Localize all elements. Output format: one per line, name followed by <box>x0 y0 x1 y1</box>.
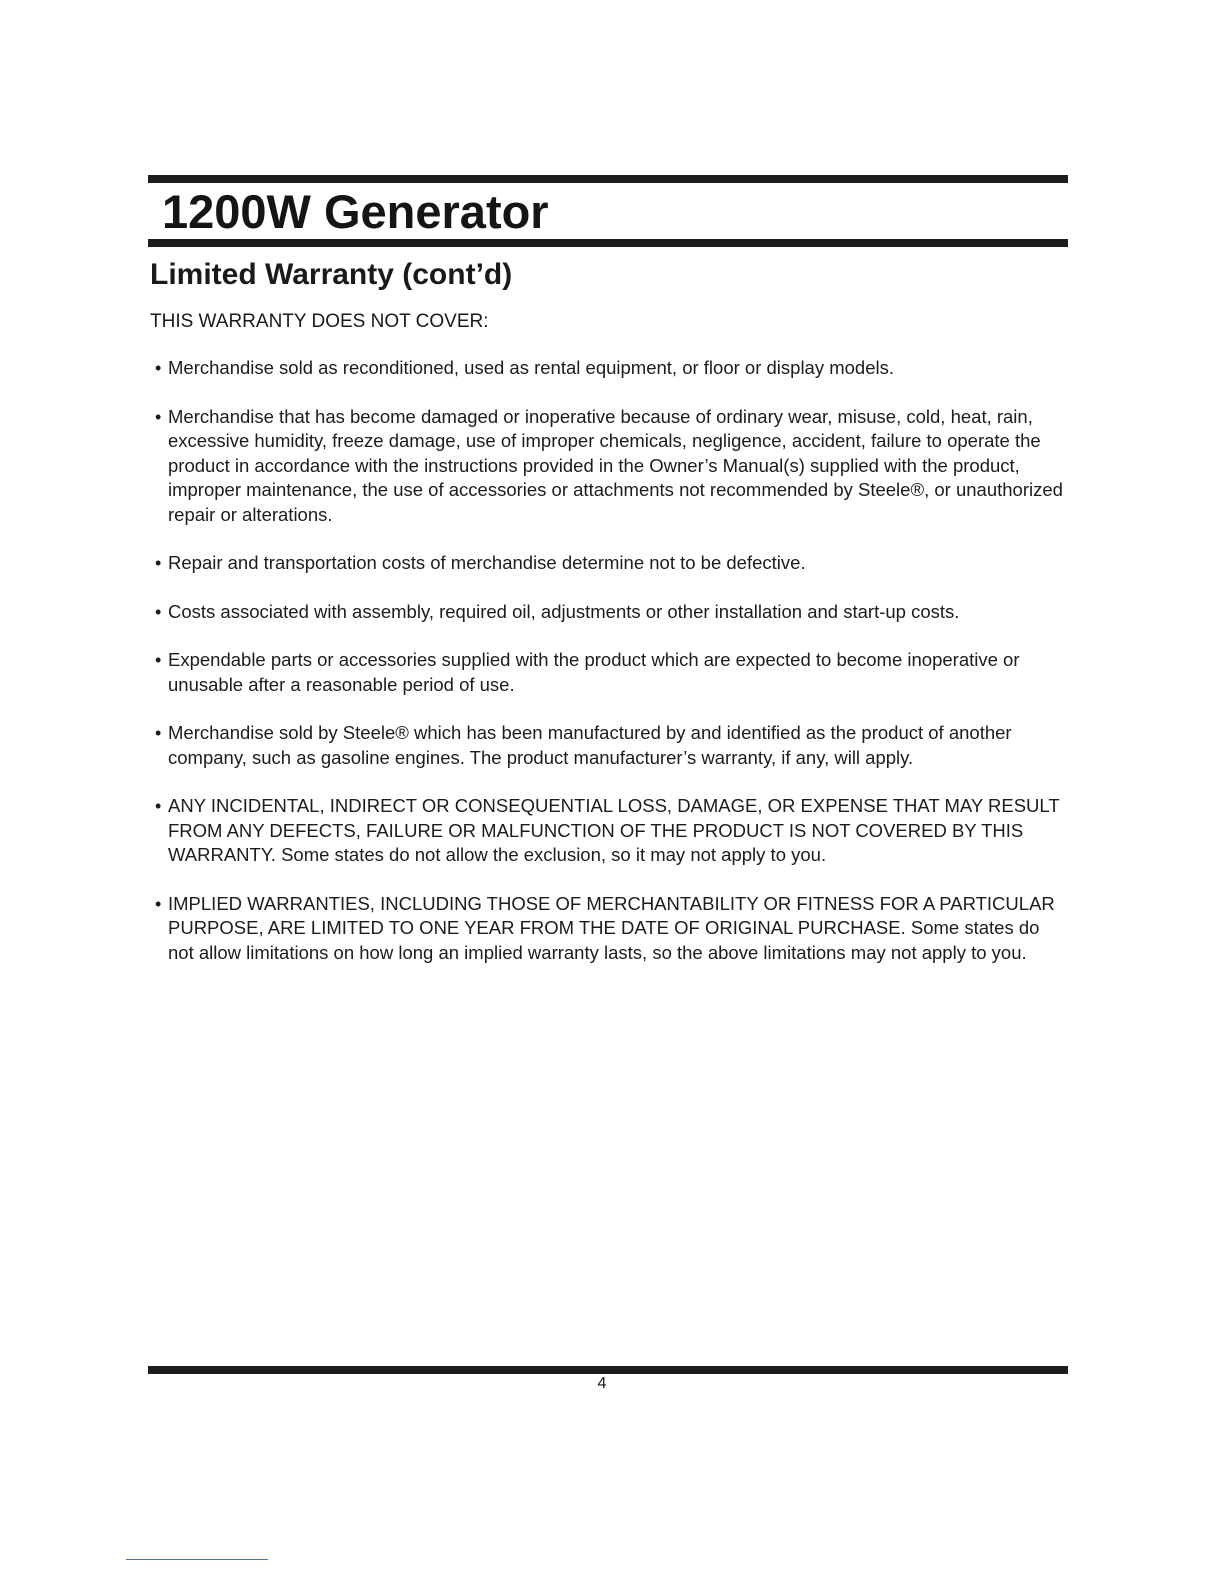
header-rule-top <box>148 175 1068 183</box>
bullet-icon: • <box>155 723 162 743</box>
bullet-icon: • <box>155 601 162 622</box>
list-item <box>155 600 1070 625</box>
bullet-icon: • <box>155 406 162 427</box>
list-item <box>155 721 1070 770</box>
list-item <box>155 551 1070 576</box>
section-intro: THIS WARRANTY DOES NOT COVER: <box>150 311 489 332</box>
footer-link-underline <box>126 1559 268 1560</box>
list-item <box>155 356 1070 381</box>
header-rule-bottom <box>148 239 1068 247</box>
list-item-text: Merchandise sold as reconditioned, used as rental equipment, or floor or display models. <box>168 357 895 378</box>
list-item-text: ANY INCIDENTAL, INDIRECT OR CONSEQUENTIAL LOSS, DAMAGE, OR EXPENSE THAT MAY RESULT FROM ANY DEFECTS, FAILURE OR MALFUNCTION OF THE PRODUCT IS NOT COVERED BY THIS WARRANTY. Some states do not allow the exclusion, so it may not apply to you. <box>168 795 1060 865</box>
list-item-text: IMPLIED WARRANTIES, INCLUDING THOSE OF MERCHANTABILITY OR FITNESS FOR A PARTICULAR PURPOSE, ARE LIMITED TO ONE YEAR FROM THE DATE OF ORIGINAL PURCHASE. Some states do not allow limitations on how long an implied warranty lasts, so the above limitations may not apply to you. <box>168 892 1055 963</box>
list-item <box>155 892 1070 966</box>
page-title: 1200W Generator <box>162 185 549 238</box>
footer-rule <box>148 1366 1068 1374</box>
bullet-icon: • <box>155 796 162 816</box>
list-item-text: Repair and transportation costs of merchandise determine not to be defective. <box>168 552 806 573</box>
bullet-icon: • <box>155 893 162 914</box>
list-item-text: Costs associated with assembly, required oil, adjustments or other installation and start-up costs. <box>168 600 960 622</box>
list-item <box>155 794 1070 868</box>
list-item-text: Merchandise that has become damaged or inoperative because of ordinary wear, misuse, cold, heat, rain, excessive humidity, freeze damage, use of improper chemicals, negligence, accident, failure to operate the product in accordance with the instructions provided in the Owner’s Manual(s) supplied with the product, improper maintenance, the use of accessories or attachments not recommended by Steele®, or unauthorized repair or alterations. <box>168 405 1063 525</box>
list-item <box>155 405 1070 528</box>
list-item <box>155 648 1070 697</box>
list-item-text: Expendable parts or accessories supplied with the product which are expected to become inoperative or unusable after a reasonable period of use. <box>168 649 1020 695</box>
bullet-icon: • <box>155 358 162 378</box>
exclusion-list <box>155 356 1070 989</box>
bullet-icon: • <box>155 650 162 670</box>
page-number: 4 <box>597 1375 607 1392</box>
bullet-icon: • <box>155 553 162 573</box>
section-heading: Limited Warranty (cont’d) <box>150 258 513 291</box>
list-item-text: Merchandise sold by Steele® which has been manufactured by and identified as the product of another company, such as gasoline engines. The product manufacturer’s warranty, if any, will apply. <box>168 722 1012 768</box>
